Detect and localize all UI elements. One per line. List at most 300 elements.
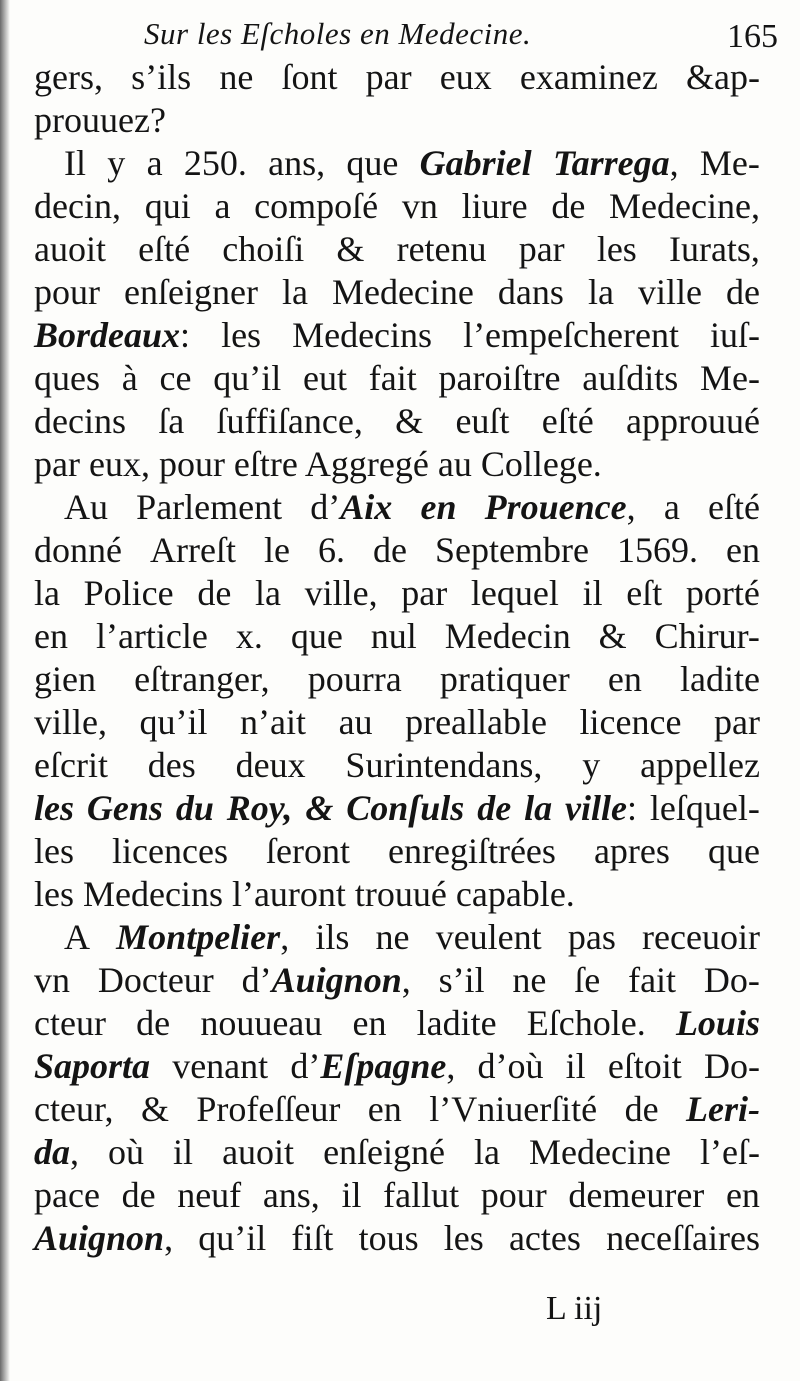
text-segment: ſa bbox=[158, 401, 185, 441]
text-line bbox=[34, 56, 760, 99]
text-line bbox=[34, 1045, 760, 1088]
word bbox=[710, 314, 760, 357]
text-line bbox=[34, 1088, 760, 1131]
italic-segment: Prouence bbox=[484, 487, 627, 527]
word bbox=[336, 228, 364, 271]
word bbox=[368, 1088, 402, 1131]
word bbox=[147, 142, 163, 185]
text-segment: eſté bbox=[707, 487, 760, 527]
word bbox=[34, 1217, 173, 1260]
text-segment: par bbox=[713, 702, 760, 742]
word bbox=[34, 271, 100, 314]
text-segment: la bbox=[281, 272, 308, 312]
word bbox=[197, 572, 231, 615]
word bbox=[34, 56, 103, 99]
text-segment: de bbox=[121, 1175, 156, 1215]
word bbox=[626, 400, 760, 443]
text-segment: fait bbox=[628, 960, 677, 1000]
text-segment: , bbox=[70, 1132, 79, 1172]
text-segment: nouueau bbox=[200, 1003, 323, 1043]
text-line bbox=[34, 830, 760, 873]
text-segment: les bbox=[596, 229, 637, 269]
text-segment: pas bbox=[567, 917, 616, 957]
word bbox=[439, 357, 561, 400]
text-segment: receuoir bbox=[642, 917, 760, 957]
word bbox=[402, 185, 438, 228]
word bbox=[512, 959, 546, 1002]
text-segment: qu’il bbox=[198, 1218, 267, 1258]
word bbox=[34, 529, 122, 572]
text-segment: que bbox=[346, 143, 399, 183]
text-segment: lequel bbox=[470, 573, 559, 613]
word bbox=[686, 56, 760, 99]
text-segment: le bbox=[263, 530, 290, 570]
word bbox=[726, 271, 760, 314]
text-segment: enſeigné bbox=[323, 1132, 446, 1172]
word bbox=[148, 744, 196, 787]
text-segment: d’ bbox=[310, 487, 341, 527]
text-segment: ils bbox=[315, 917, 350, 957]
text-segment: A bbox=[64, 917, 90, 957]
text-segment: de bbox=[551, 186, 586, 226]
text-segment: l’article bbox=[95, 616, 208, 656]
word bbox=[700, 357, 760, 400]
word bbox=[369, 357, 417, 400]
text-segment: il bbox=[173, 1132, 194, 1172]
word bbox=[420, 486, 456, 529]
word bbox=[136, 1002, 170, 1045]
text-segment: licence bbox=[579, 702, 682, 742]
text-segment: Me- bbox=[700, 358, 760, 398]
text-segment: preallable bbox=[405, 702, 547, 742]
word bbox=[708, 486, 760, 529]
word bbox=[582, 744, 600, 787]
word bbox=[318, 529, 345, 572]
word bbox=[34, 357, 100, 400]
text-segment: en bbox=[725, 530, 760, 570]
word bbox=[609, 185, 760, 228]
text-segment: il bbox=[565, 1046, 586, 1086]
italic-segment: Conſuls bbox=[346, 788, 465, 828]
text-segment: il bbox=[341, 1175, 362, 1215]
text-segment: & bbox=[336, 229, 365, 269]
text-segment: l’Vniuerſité bbox=[429, 1089, 598, 1129]
word bbox=[34, 314, 190, 357]
word bbox=[107, 142, 125, 185]
text-segment: examinez bbox=[519, 57, 658, 97]
word bbox=[198, 1217, 266, 1260]
text-segment: Chirur- bbox=[654, 616, 760, 656]
word bbox=[606, 1217, 760, 1260]
text-segment: demeurer bbox=[568, 1175, 705, 1215]
word bbox=[638, 271, 702, 314]
word bbox=[395, 400, 423, 443]
text-segment: s’ils bbox=[131, 57, 192, 97]
text-line bbox=[34, 1174, 760, 1217]
word bbox=[34, 1131, 79, 1174]
text-segment: , bbox=[446, 1046, 456, 1086]
text-segment: qui bbox=[144, 186, 191, 226]
text-segment: dans bbox=[497, 272, 564, 312]
text-segment: Iurats, bbox=[668, 229, 760, 269]
word bbox=[236, 744, 306, 787]
text-segment: a bbox=[214, 186, 231, 226]
text-segment: & bbox=[598, 616, 627, 656]
text-segment: s’il bbox=[438, 960, 485, 1000]
text-segment: de bbox=[373, 530, 407, 570]
text-segment: : bbox=[180, 315, 191, 355]
text-segment: , bbox=[626, 487, 636, 527]
word bbox=[84, 572, 174, 615]
text-line bbox=[34, 443, 760, 486]
text-segment: liure bbox=[461, 186, 528, 226]
text-segment: de bbox=[197, 573, 232, 613]
word bbox=[34, 959, 70, 1002]
italic-segment: Gabriel bbox=[419, 143, 532, 183]
text-line bbox=[34, 615, 760, 658]
word bbox=[471, 572, 559, 615]
text-segment: des bbox=[147, 745, 196, 785]
text-segment: de bbox=[624, 1089, 659, 1129]
text-segment: , bbox=[164, 1218, 174, 1258]
word bbox=[444, 1217, 484, 1260]
word bbox=[580, 701, 682, 744]
body-text bbox=[34, 56, 760, 1260]
word bbox=[462, 185, 528, 228]
text-line bbox=[34, 1002, 760, 1045]
text-segment: au bbox=[338, 702, 373, 742]
word bbox=[131, 56, 191, 99]
word bbox=[599, 615, 627, 658]
word bbox=[401, 572, 447, 615]
word bbox=[527, 1002, 646, 1045]
word bbox=[625, 1088, 659, 1131]
text-segment: Septembre bbox=[435, 530, 589, 570]
text-segment: de bbox=[136, 1003, 171, 1043]
text-line bbox=[34, 572, 760, 615]
word bbox=[34, 658, 96, 701]
word bbox=[222, 228, 304, 271]
word bbox=[158, 400, 184, 443]
text-segment: venant bbox=[172, 1046, 269, 1086]
italic-segment: Leri- bbox=[686, 1089, 760, 1129]
text-segment: les Medecins l’auront trouué capable. bbox=[34, 874, 575, 914]
word bbox=[551, 185, 585, 228]
word bbox=[583, 572, 603, 615]
text-line bbox=[34, 1131, 760, 1174]
text-segment: les bbox=[221, 315, 262, 355]
text-segment: de bbox=[725, 272, 760, 312]
text-segment: pace bbox=[34, 1175, 100, 1215]
italic-segment: Aix bbox=[340, 487, 393, 527]
word bbox=[290, 1045, 455, 1088]
text-segment: d’ bbox=[241, 960, 272, 1000]
word bbox=[310, 486, 392, 529]
text-segment: 6. bbox=[317, 530, 345, 570]
text-segment: Medecine bbox=[331, 272, 474, 312]
word bbox=[680, 658, 760, 701]
word bbox=[700, 1131, 760, 1174]
page-header bbox=[38, 12, 778, 60]
text-segment: gers, bbox=[34, 57, 103, 97]
text-segment: decins bbox=[34, 401, 126, 441]
text-segment: ſe bbox=[574, 960, 601, 1000]
word bbox=[184, 142, 247, 185]
word bbox=[597, 228, 637, 271]
page-number: 165 bbox=[727, 18, 778, 55]
text-segment: ladite bbox=[679, 659, 760, 699]
italic-segment: da bbox=[34, 1132, 70, 1172]
word bbox=[726, 1174, 760, 1217]
text-segment: en bbox=[352, 1003, 387, 1043]
word bbox=[626, 572, 662, 615]
text-line bbox=[34, 787, 760, 830]
text-segment: par bbox=[518, 229, 565, 269]
text-segment: à bbox=[121, 358, 138, 398]
word bbox=[263, 1174, 320, 1217]
word bbox=[323, 1131, 445, 1174]
word bbox=[383, 1174, 459, 1217]
word bbox=[440, 56, 492, 99]
italic-segment: la bbox=[524, 788, 553, 828]
text-line bbox=[34, 701, 760, 744]
text-segment: x. bbox=[235, 616, 263, 656]
text-segment: ville, bbox=[304, 573, 378, 613]
word bbox=[608, 1045, 682, 1088]
word bbox=[498, 271, 564, 314]
text-segment: donné bbox=[34, 530, 122, 570]
text-segment: Au bbox=[64, 487, 108, 527]
text-segment: gien bbox=[34, 659, 96, 699]
word bbox=[34, 1174, 100, 1217]
word bbox=[219, 56, 253, 99]
word bbox=[708, 830, 760, 873]
text-segment: l’eſ- bbox=[699, 1132, 760, 1172]
text-segment: Police bbox=[83, 573, 174, 613]
word bbox=[686, 1088, 760, 1131]
text-segment: &ap- bbox=[685, 57, 760, 97]
word bbox=[266, 830, 350, 873]
word bbox=[445, 615, 571, 658]
text-segment: en bbox=[607, 659, 642, 699]
text-line bbox=[34, 658, 760, 701]
text-segment: ne bbox=[512, 960, 547, 1000]
text-segment: 250. bbox=[183, 143, 247, 183]
text-segment: iuſ- bbox=[709, 315, 760, 355]
text-segment: eſt bbox=[626, 573, 663, 613]
text-segment: d’ bbox=[290, 1046, 321, 1086]
text-segment: prouuez? bbox=[34, 100, 166, 140]
italic-segment: Tarrega bbox=[552, 143, 670, 183]
text-segment: y bbox=[107, 143, 126, 183]
italic-segment: Roy, bbox=[226, 788, 293, 828]
text-segment: par eux, pour eſtre Aggregé au College. bbox=[34, 444, 602, 484]
word bbox=[240, 701, 306, 744]
word bbox=[64, 142, 86, 185]
binding-shadow bbox=[0, 0, 10, 1381]
word bbox=[346, 787, 464, 830]
text-segment: en bbox=[367, 1089, 402, 1129]
word bbox=[417, 1002, 497, 1045]
word bbox=[122, 357, 138, 400]
word bbox=[346, 142, 398, 185]
word bbox=[405, 701, 547, 744]
text-segment: Medecine, bbox=[609, 186, 760, 226]
text-segment: vn bbox=[401, 186, 438, 226]
text-segment: les bbox=[34, 831, 74, 871]
text-segment: actes bbox=[508, 1218, 581, 1258]
text-segment: neuf bbox=[177, 1175, 242, 1215]
word bbox=[34, 1002, 106, 1045]
word bbox=[221, 314, 261, 357]
text-line bbox=[34, 744, 760, 787]
text-segment: enregiſtrées bbox=[388, 831, 556, 871]
word bbox=[332, 271, 474, 314]
word bbox=[477, 1045, 543, 1088]
word bbox=[642, 916, 760, 959]
word bbox=[553, 142, 679, 185]
text-line bbox=[34, 400, 760, 443]
word bbox=[594, 830, 670, 873]
text-segment: en bbox=[34, 616, 68, 656]
word bbox=[566, 1045, 586, 1088]
word bbox=[509, 1217, 581, 1260]
word bbox=[136, 486, 282, 529]
word bbox=[145, 185, 191, 228]
italic-segment: & bbox=[305, 788, 334, 828]
text-segment: Docteur bbox=[97, 960, 214, 1000]
word bbox=[477, 787, 511, 830]
text-segment: fallut bbox=[383, 1175, 460, 1215]
word bbox=[341, 1174, 361, 1217]
text-segment: cteur, bbox=[34, 1089, 114, 1129]
word bbox=[315, 916, 349, 959]
text-segment: ſuffiſance, bbox=[216, 401, 363, 441]
word bbox=[236, 615, 263, 658]
word bbox=[64, 486, 108, 529]
text-segment: en bbox=[725, 1175, 760, 1215]
word bbox=[435, 529, 589, 572]
text-segment: euſt bbox=[455, 401, 510, 441]
text-segment: par bbox=[401, 573, 448, 613]
word bbox=[366, 56, 412, 99]
text-segment: auoit bbox=[222, 1132, 295, 1172]
word bbox=[485, 486, 636, 529]
word bbox=[140, 701, 208, 744]
word bbox=[714, 701, 760, 744]
word bbox=[282, 271, 308, 314]
word bbox=[640, 744, 760, 787]
word bbox=[150, 529, 236, 572]
text-segment: d’où bbox=[477, 1046, 544, 1086]
italic-segment: en bbox=[420, 487, 457, 527]
word bbox=[34, 701, 107, 744]
text-segment: & bbox=[140, 1089, 169, 1129]
text-segment: ſont bbox=[281, 57, 338, 97]
text-segment: la bbox=[34, 573, 60, 613]
text-segment: , bbox=[280, 917, 290, 957]
text-line bbox=[34, 357, 760, 400]
text-line bbox=[34, 142, 760, 185]
word bbox=[34, 572, 60, 615]
italic-segment: Louis bbox=[675, 1003, 760, 1043]
text-segment: les bbox=[443, 1218, 484, 1258]
text-segment: ſeront bbox=[266, 831, 350, 871]
text-segment: pratiquer bbox=[439, 659, 570, 699]
word bbox=[254, 185, 378, 228]
text-segment: Do- bbox=[703, 1046, 760, 1086]
italic-segment: Saporta bbox=[34, 1046, 151, 1086]
word bbox=[112, 830, 228, 873]
text-line bbox=[34, 529, 760, 572]
text-segment: y bbox=[582, 745, 601, 785]
text-line bbox=[34, 916, 760, 959]
word bbox=[345, 744, 542, 787]
word bbox=[519, 228, 565, 271]
word bbox=[376, 916, 410, 959]
word bbox=[420, 142, 532, 185]
word bbox=[138, 228, 190, 271]
text-segment: Eſchole. bbox=[526, 1003, 646, 1043]
text-segment: decin, bbox=[34, 186, 121, 226]
text-segment: eſtoit bbox=[607, 1046, 682, 1086]
word bbox=[122, 1174, 156, 1217]
text-segment: tous bbox=[358, 1218, 419, 1258]
text-segment: ques bbox=[34, 358, 100, 398]
text-segment: ville bbox=[637, 272, 702, 312]
word bbox=[34, 744, 108, 787]
italic-segment: Auignon bbox=[271, 960, 402, 1000]
text-segment: n’ait bbox=[240, 702, 307, 742]
word bbox=[440, 658, 570, 701]
word bbox=[291, 615, 343, 658]
word bbox=[455, 400, 509, 443]
italic-segment: Gens bbox=[86, 788, 163, 828]
word bbox=[268, 142, 325, 185]
text-segment: nul bbox=[370, 616, 417, 656]
text-segment: pour bbox=[34, 272, 100, 312]
text-segment: , bbox=[401, 960, 411, 1000]
text-segment: Do- bbox=[703, 960, 760, 1000]
word bbox=[429, 1088, 597, 1131]
italic-segment: les bbox=[34, 788, 74, 828]
word bbox=[134, 658, 269, 701]
word bbox=[520, 56, 658, 99]
text-segment: fait bbox=[368, 358, 417, 398]
word bbox=[676, 1002, 760, 1045]
word bbox=[397, 228, 487, 271]
italic-segment: Eſpagne bbox=[320, 1046, 447, 1086]
word bbox=[588, 271, 614, 314]
text-segment: deux bbox=[235, 745, 306, 785]
word bbox=[359, 1217, 419, 1260]
word bbox=[704, 1045, 760, 1088]
word bbox=[524, 787, 552, 830]
text-segment: licences bbox=[112, 831, 228, 871]
word bbox=[664, 486, 680, 529]
word bbox=[436, 916, 542, 959]
word bbox=[141, 1088, 169, 1131]
word bbox=[608, 658, 642, 701]
text-segment: paroiſtre bbox=[438, 358, 561, 398]
word bbox=[227, 787, 293, 830]
word bbox=[388, 830, 556, 873]
word bbox=[565, 787, 637, 830]
word bbox=[281, 56, 337, 99]
italic-segment: de bbox=[477, 788, 512, 828]
word bbox=[124, 271, 258, 314]
text-segment: : bbox=[627, 788, 638, 828]
